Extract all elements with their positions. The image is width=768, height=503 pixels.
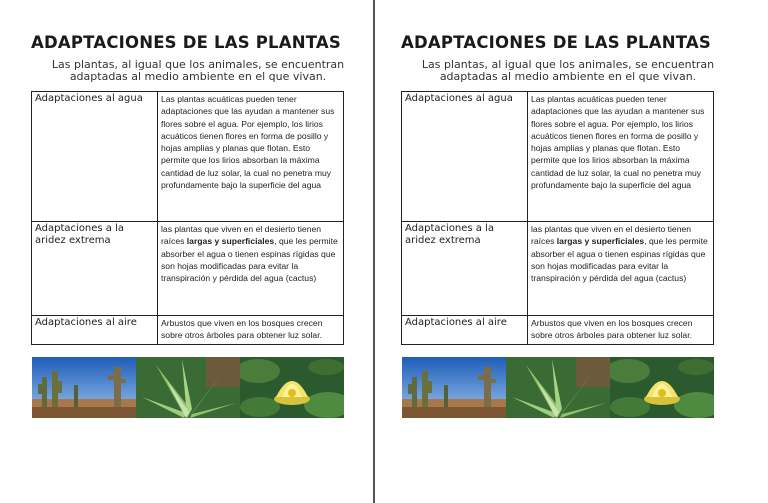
row-description: Arbustos que viven en los bosques crecen sobre otros árboles para obtener luz solar. <box>528 316 714 345</box>
row-description: Arbustos que viven en los bosques crecen sobre otros árboles para obtener luz solar. <box>158 316 344 345</box>
worksheet-title: ADAPTACIONES DE LAS PLANTAS <box>31 33 341 52</box>
desert-cactus-photo <box>402 357 506 418</box>
table-row <box>32 316 344 345</box>
row-label: Adaptaciones al aire <box>402 316 528 345</box>
intro-text: Las plantas, al igual que los animales, se encuentran adaptadas al medio ambiente en el que vivan. <box>421 58 715 83</box>
row-description: Las plantas acuáticas pueden tener adaptaciones que las ayudan a mantener sus flores sobre el agua. Por ejemplo, los lirios acuáticos tienen flores en forma de posillo y hojas amplias y planas que flotan. Esto permite que los lirios absorban la máxima cantidad de luz solar, la cual no penetra muy profundamente bajo la superficie del agua <box>528 92 714 222</box>
worksheet-left <box>0 0 372 503</box>
desert-cactus-photo <box>32 357 136 418</box>
table-row <box>402 222 714 316</box>
aloe-plant-photo <box>136 357 240 418</box>
row-description: las plantas que viven en el desierto tienen raíces largas y superficiales, que les permite absorber el agua o tienen espinas rígidas que son hojas modificadas para evitar la transpiración y pérdida del agua (cactus) <box>158 222 344 316</box>
table-row <box>402 92 714 222</box>
adaptations-table <box>401 91 714 345</box>
row-description: Las plantas acuáticas pueden tener adaptaciones que las ayudan a mantener sus flores sobre el agua. Por ejemplo, los lirios acuáticos tienen flores en forma de posillo y hojas amplias y planas que flotan. Esto permite que los lirios absorban la máxima cantidad de luz solar, la cual no penetra muy profundamente bajo la superficie del agua <box>158 92 344 222</box>
row-label: Adaptaciones a la aridez extrema <box>402 222 528 316</box>
table-row <box>32 92 344 222</box>
intro-text: Las plantas, al igual que los animales, se encuentran adaptadas al medio ambiente en el que vivan. <box>51 58 345 83</box>
table-row <box>32 222 344 316</box>
water-lily-photo <box>240 357 344 418</box>
table-row <box>402 316 714 345</box>
photo-strip <box>32 357 344 418</box>
photo-strip <box>402 357 714 418</box>
worksheet-right <box>370 0 742 503</box>
row-label: Adaptaciones a la aridez extrema <box>32 222 158 316</box>
worksheet-title: ADAPTACIONES DE LAS PLANTAS <box>401 33 711 52</box>
row-label: Adaptaciones al agua <box>402 92 528 222</box>
water-lily-photo <box>610 357 714 418</box>
adaptations-table <box>31 91 344 345</box>
row-label: Adaptaciones al aire <box>32 316 158 345</box>
row-description: las plantas que viven en el desierto tienen raíces largas y superficiales, que les permite absorber el agua o tienen espinas rígidas que son hojas modificadas para evitar la transpiración y pérdida del agua (cactus) <box>528 222 714 316</box>
aloe-plant-photo <box>506 357 610 418</box>
row-label: Adaptaciones al agua <box>32 92 158 222</box>
